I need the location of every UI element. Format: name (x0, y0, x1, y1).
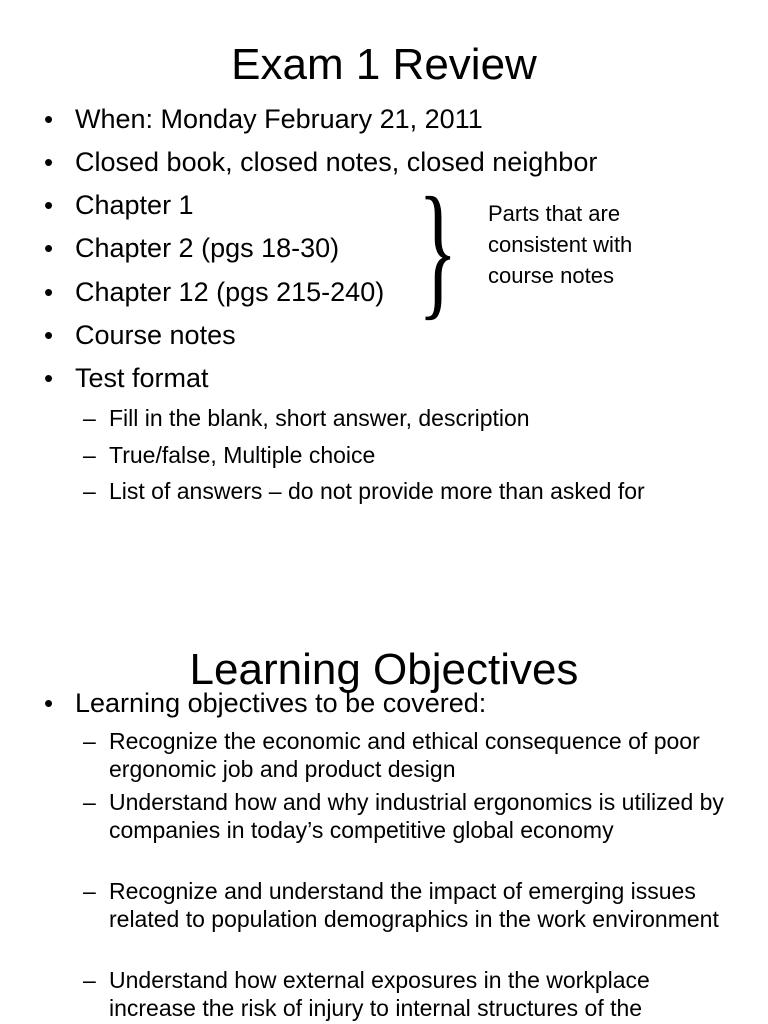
bullet-icon: • (44, 190, 54, 220)
sub-item-text: Recognize and understand the impact of emerging issues related to population demographics in the work environment (109, 878, 719, 932)
dash-icon: – (83, 789, 96, 815)
bullet-icon: • (44, 277, 54, 307)
learning-objectives-slide (0, 620, 768, 1024)
bullet-text: When: Monday February 21, 2011 (75, 104, 483, 134)
bullet-text: Chapter 12 (pgs 215-240) (75, 277, 385, 307)
dash-icon: – (83, 405, 96, 431)
bullet-icon: • (44, 363, 54, 393)
bullet-text: Chapter 1 (75, 190, 194, 220)
bullet-icon: • (44, 320, 54, 350)
sub-item-text: Recognize the economic and ethical consequence of poor ergonomic job and product design (109, 728, 700, 782)
bullet-icon: • (44, 688, 54, 718)
sub-item-text: Understand how and why industrial ergonomics is utilized by companies in today’s competitive global economy (109, 789, 724, 843)
bullet-text: Test format (75, 363, 209, 393)
dash-icon: – (83, 478, 96, 504)
dash-icon: – (83, 728, 96, 754)
slide-title: Learning Objectives (189, 645, 579, 694)
sub-item-text: List of answers – do not provide more than asked for (109, 478, 645, 504)
slide-title: Exam 1 Review (231, 40, 537, 89)
bullet-icon: • (44, 147, 54, 177)
bullet-text: Chapter 2 (pgs 18-30) (75, 233, 340, 263)
bullet-text: Closed book, closed notes, closed neighbor (75, 147, 598, 177)
bullet-text: Course notes (75, 320, 236, 350)
dash-icon: – (83, 442, 96, 468)
curly-brace-icon: } (418, 167, 458, 333)
sub-item-text: Understand how external exposures in the workplace increase the risk of injury to internal structures of the (109, 967, 650, 1021)
bullet-text: Learning objectives to be covered: (75, 688, 487, 718)
side-note: Parts that are consistent with course notes (488, 201, 633, 288)
bullet-icon: • (44, 104, 54, 134)
dash-icon: – (83, 967, 96, 993)
sub-item-text: True/false, Multiple choice (109, 442, 376, 468)
bullet-icon: • (44, 233, 54, 263)
dash-icon: – (83, 878, 96, 904)
sub-item-text: Fill in the blank, short answer, description (109, 405, 530, 431)
